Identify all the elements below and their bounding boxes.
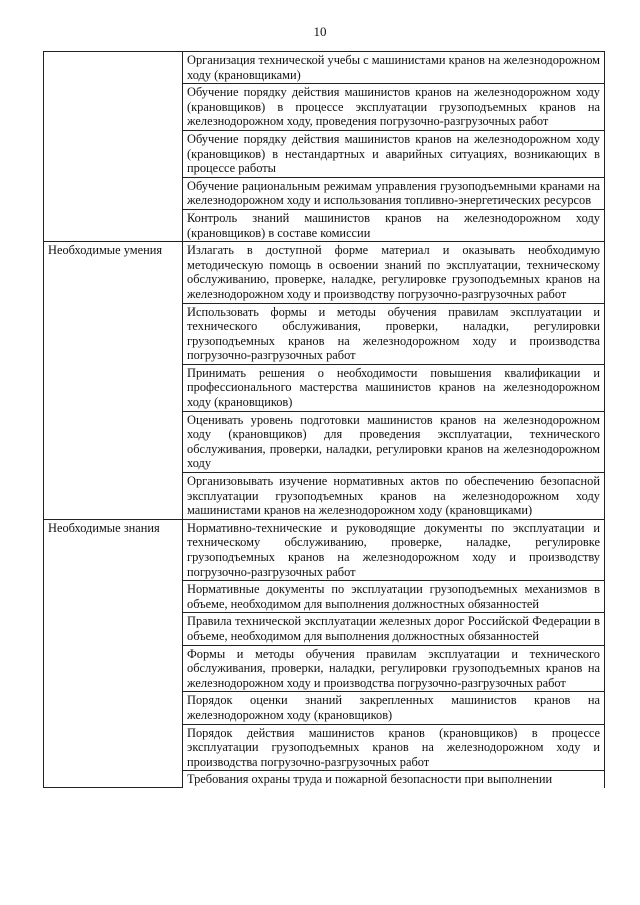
table-cell: Излагать в доступной форме материал и оказывать необходимую методическую помощь в освоении знаний по эксплуатации, техническому обслуживанию, проверке, наладке, регулировке грузоподъемных кранов на железнодорожном ходу и производству погрузочно-разгрузочных работ <box>183 242 605 303</box>
section-heading: Необходимые знания <box>44 519 183 788</box>
table-cell: Порядок оценки знаний закрепленных машинистов кранов на железнодорожном ходу (крановщиков) <box>183 692 605 724</box>
table-cell: Формы и методы обучения правилам эксплуатации и технического обслуживания, проверки, наладки, регулировки грузоподъемных кранов на железнодорожном ходу и производства погрузочно-разгрузочных работ <box>183 645 605 692</box>
table-cell: Порядок действия машинистов кранов (крановщиков) в процессе эксплуатации грузоподъемных кранов на железнодорожном ходу и производства погрузочно-разгрузочных работ <box>183 724 605 771</box>
table-row <box>44 242 605 303</box>
requirements-table <box>43 51 605 788</box>
table-cell: Нормативно-технические и руководящие документы по эксплуатации и техническому обслуживанию, проверке, наладке, регулировке грузоподъемных кранов на железнодорожном ходу и производству погрузочно-разгрузочных работ <box>183 519 605 580</box>
section-heading <box>44 52 183 242</box>
table-cell: Принимать решения о необходимости повышения квалификации и профессионального мастерства машинистов кранов на железнодорожном ходу (крановщиков) <box>183 364 605 411</box>
table-cell: Правила технической эксплуатации железных дорог Российской Федерации в объеме, необходимом для выполнения должностных обязанностей <box>183 613 605 645</box>
table-cell: Обучение порядку действия машинистов кранов на железнодорожном ходу (крановщиков) в процессе эксплуатации грузоподъемных кранов на железнодорожном ходу, проведения погрузочно-разгрузочных работ <box>183 84 605 131</box>
table-cell: Оценивать уровень подготовки машинистов кранов на железнодорожном ходу (крановщиков) для проведения эксплуатации, технического обслуживания, проверки, наладки, регулировки кранов на железнодорожном ходу <box>183 411 605 472</box>
page-number: 10 <box>313 24 327 39</box>
table-cell: Обучение рациональным режимам управления грузоподъемными кранами на железнодорожном ходу и использования топливно-энергетических ресурсов <box>183 177 605 209</box>
table-row <box>44 519 605 580</box>
table-cell: Использовать формы и методы обучения правилам эксплуатации и технического обслуживания, проверки, наладки, регулировки грузоподъемных кранов на железнодорожном ходу и производства погрузочно-разгрузочных работ <box>183 303 605 364</box>
table-cell: Контроль знаний машинистов кранов на железнодорожном ходу (крановщиков) в составе комиссии <box>183 209 605 241</box>
table-cell: Организовывать изучение нормативных актов по обеспечению безопасной эксплуатации грузоподъемных кранов на железнодорожном ходу машинистами кранов на железнодорожном ходу (крановщиками) <box>183 473 605 520</box>
table-cell: Нормативные документы по эксплуатации грузоподъемных механизмов в объеме, необходимом для выполнения должностных обязанностей <box>183 581 605 613</box>
table-row <box>44 52 605 84</box>
section-heading: Необходимые умения <box>44 242 183 520</box>
table-cell: Обучение порядку действия машинистов кранов на железнодорожном ходу (крановщиков) в нестандартных и аварийных ситуациях, возникающих в процессе работы <box>183 130 605 177</box>
table-cell: Организация технической учебы с машинистами кранов на железнодорожном ходу (крановщиками) <box>183 52 605 84</box>
table-cell: Требования охраны труда и пожарной безопасности при выполнении <box>183 771 605 788</box>
